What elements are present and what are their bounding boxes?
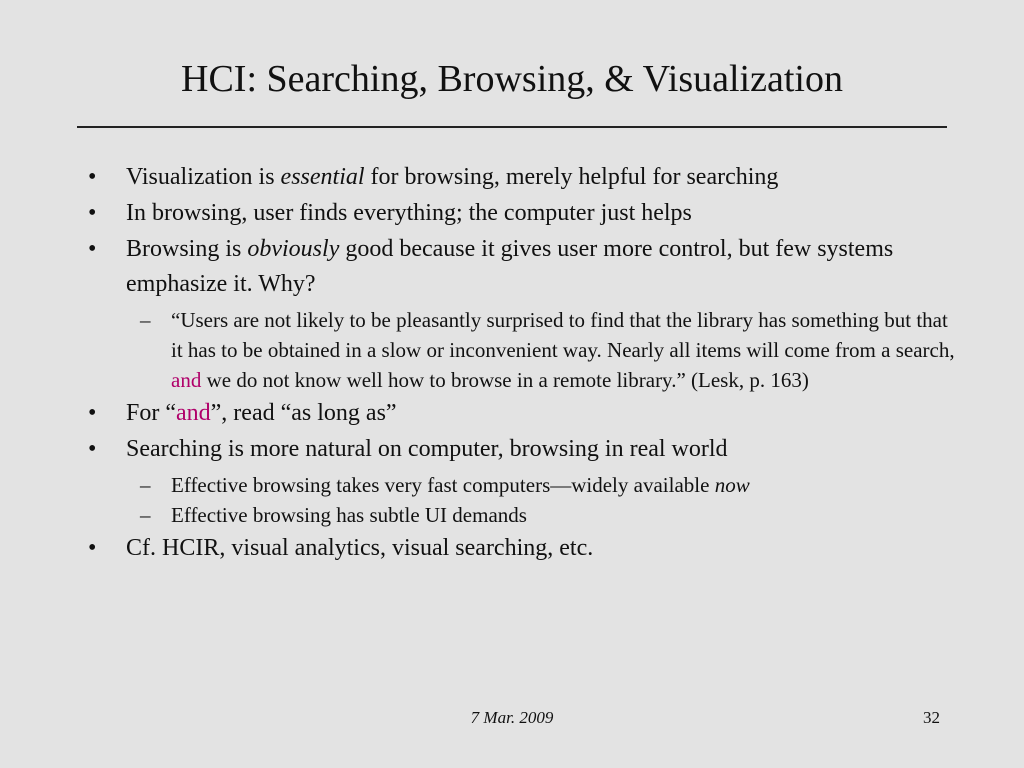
bullet-marker: •: [88, 436, 97, 462]
bullet-accent-word: and: [176, 400, 211, 426]
bullet-marker: •: [88, 535, 97, 561]
quote-text-prefix: “Users are not likely to be pleasantly surprised to find that the library has something but that it has to be obtained in a slow or inconvenient way. Nearly all items will come from a search,: [171, 308, 955, 362]
bullet-item: [80, 396, 960, 431]
bullet-item: [80, 160, 960, 195]
dash-marker: –: [140, 473, 151, 497]
bullet-text-prefix: Browsing is: [126, 236, 248, 262]
quote-text-suffix: we do not know well how to browse in a remote library.” (Lesk, p. 163): [201, 368, 809, 392]
footer-date: 7 Mar. 2009: [470, 708, 554, 727]
page-number: 32: [923, 708, 940, 727]
bullet-text-prefix: For “: [126, 400, 176, 426]
bullet-text: In browsing, user finds everything; the computer just helps: [126, 200, 692, 226]
bullet-text-suffix: good because it gives user more control, but few systems emphasize it. Why?: [126, 236, 894, 297]
bullet-marker: •: [88, 200, 97, 226]
bullet-text-prefix: Visualization is: [126, 164, 281, 190]
dash-marker: –: [140, 503, 151, 527]
bullet-text-suffix: ”, read “as long as”: [210, 400, 397, 426]
sub-bullet-item: [80, 470, 960, 500]
bullet-item: [80, 531, 960, 566]
bullet-marker: •: [88, 164, 97, 190]
sub-bullet-emphasis: now: [714, 473, 750, 497]
bullet-item: [80, 232, 960, 302]
bullet-text: Searching is more natural on computer, browsing in real world: [126, 436, 728, 462]
dash-marker: –: [140, 308, 151, 332]
sub-bullet-text-prefix: Effective browsing takes very fast computers—widely available: [171, 473, 715, 497]
bullet-item: [80, 432, 960, 467]
bullet-text-suffix: for browsing, merely helpful for searching: [364, 164, 779, 190]
bullet-item: [80, 196, 960, 231]
bullet-marker: •: [88, 400, 97, 426]
bullet-text: Cf. HCIR, visual analytics, visual searching, etc.: [126, 535, 594, 561]
bullet-emphasis: obviously: [247, 236, 340, 262]
slide-title: HCI: Searching, Browsing, & Visualization: [181, 58, 843, 100]
sub-bullet-text: Effective browsing has subtle UI demands: [171, 503, 527, 527]
sub-bullet-item: [80, 305, 960, 395]
sub-bullet-item: [80, 500, 960, 530]
quote-accent-word: and: [171, 368, 202, 392]
bullet-marker: •: [88, 236, 97, 262]
slide-body: [80, 160, 960, 566]
title-divider: [77, 126, 947, 128]
bullet-emphasis: essential: [280, 164, 365, 190]
